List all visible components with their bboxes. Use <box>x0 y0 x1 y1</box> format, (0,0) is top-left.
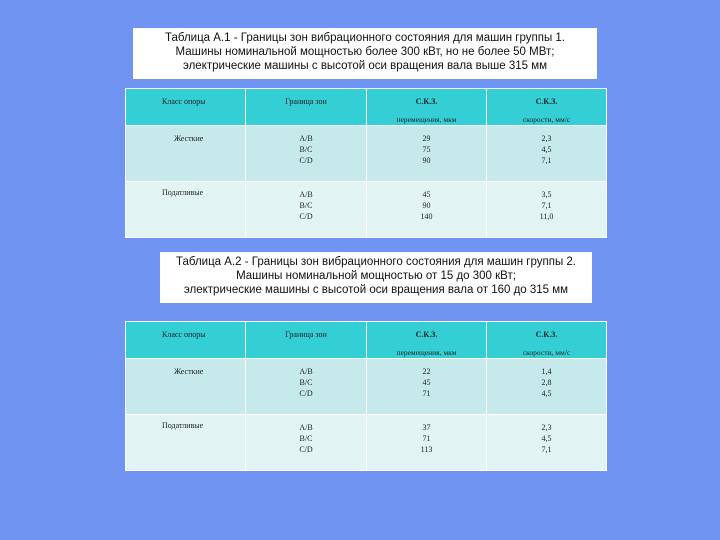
table2-header-displacement: С.К.З. перемещения, мкм <box>367 322 487 359</box>
table2-header-row <box>126 322 607 359</box>
velocity-cell: 3,5 7,1 11,0 <box>487 182 607 238</box>
table1-header-zone: Граница зон <box>246 89 367 126</box>
table1 <box>125 88 607 238</box>
table-row <box>126 359 607 415</box>
table1-header-support: Класс опоры <box>126 89 246 126</box>
table2-caption-line3: электрические машины с высотой оси вращения вала от 160 до 315 мм <box>183 284 569 296</box>
zone-boundary-cell: A/B B/C C/D <box>246 415 367 471</box>
table1-header-displacement: С.К.З. перемещения, мкм <box>367 89 487 126</box>
displacement-cell: 22 45 71 <box>367 359 487 415</box>
displacement-cell: 37 71 113 <box>367 415 487 471</box>
table2-caption-line1: Таблица А.2 - Границы зон вибрационного состояния для машин группы 2. <box>175 256 577 268</box>
zone-boundary-cell: A/B B/C C/D <box>246 359 367 415</box>
table-row <box>126 415 607 471</box>
velocity-cell: 1,4 2,8 4,5 <box>487 359 607 415</box>
table2-caption <box>160 252 592 303</box>
support-class-cell: Жесткие <box>126 126 246 182</box>
table2-caption-line2: Машины номинальной мощностью от 15 до 300 кВт; <box>236 270 516 282</box>
displacement-cell: 29 75 90 <box>367 126 487 182</box>
table1-caption-line2: Машины номинальной мощностью более 300 кВт, но не более 50 МВт; <box>175 46 555 58</box>
support-class-cell: Жесткие <box>126 359 246 415</box>
zone-boundary-cell: A/B B/C C/D <box>246 182 367 238</box>
displacement-cell: 45 90 140 <box>367 182 487 238</box>
table2-header-zone: Граница зон <box>246 322 367 359</box>
support-class-cell: Податливые <box>126 415 246 471</box>
table2-header-velocity: С.К.З. скорости, мм/с <box>487 322 607 359</box>
table2 <box>125 321 607 471</box>
table1-header-row <box>126 89 607 126</box>
table1-caption-line3: электрические машины с высотой оси вращения вала выше 315 мм <box>182 60 548 72</box>
zone-boundary-cell: A/B B/C C/D <box>246 126 367 182</box>
support-class-cell: Податливые <box>126 182 246 238</box>
table1-caption <box>133 28 597 79</box>
table1-header-velocity: С.К.З. скорости, мм/с <box>487 89 607 126</box>
table2-header-support: Класс опоры <box>126 322 246 359</box>
table1-caption-line1: Таблица А.1 - Границы зон вибрационного состояния для машин группы 1. <box>164 32 566 44</box>
table-row <box>126 182 607 238</box>
velocity-cell: 2,3 4,5 7,1 <box>487 126 607 182</box>
velocity-cell: 2,3 4,5 7,1 <box>487 415 607 471</box>
table-row <box>126 126 607 182</box>
